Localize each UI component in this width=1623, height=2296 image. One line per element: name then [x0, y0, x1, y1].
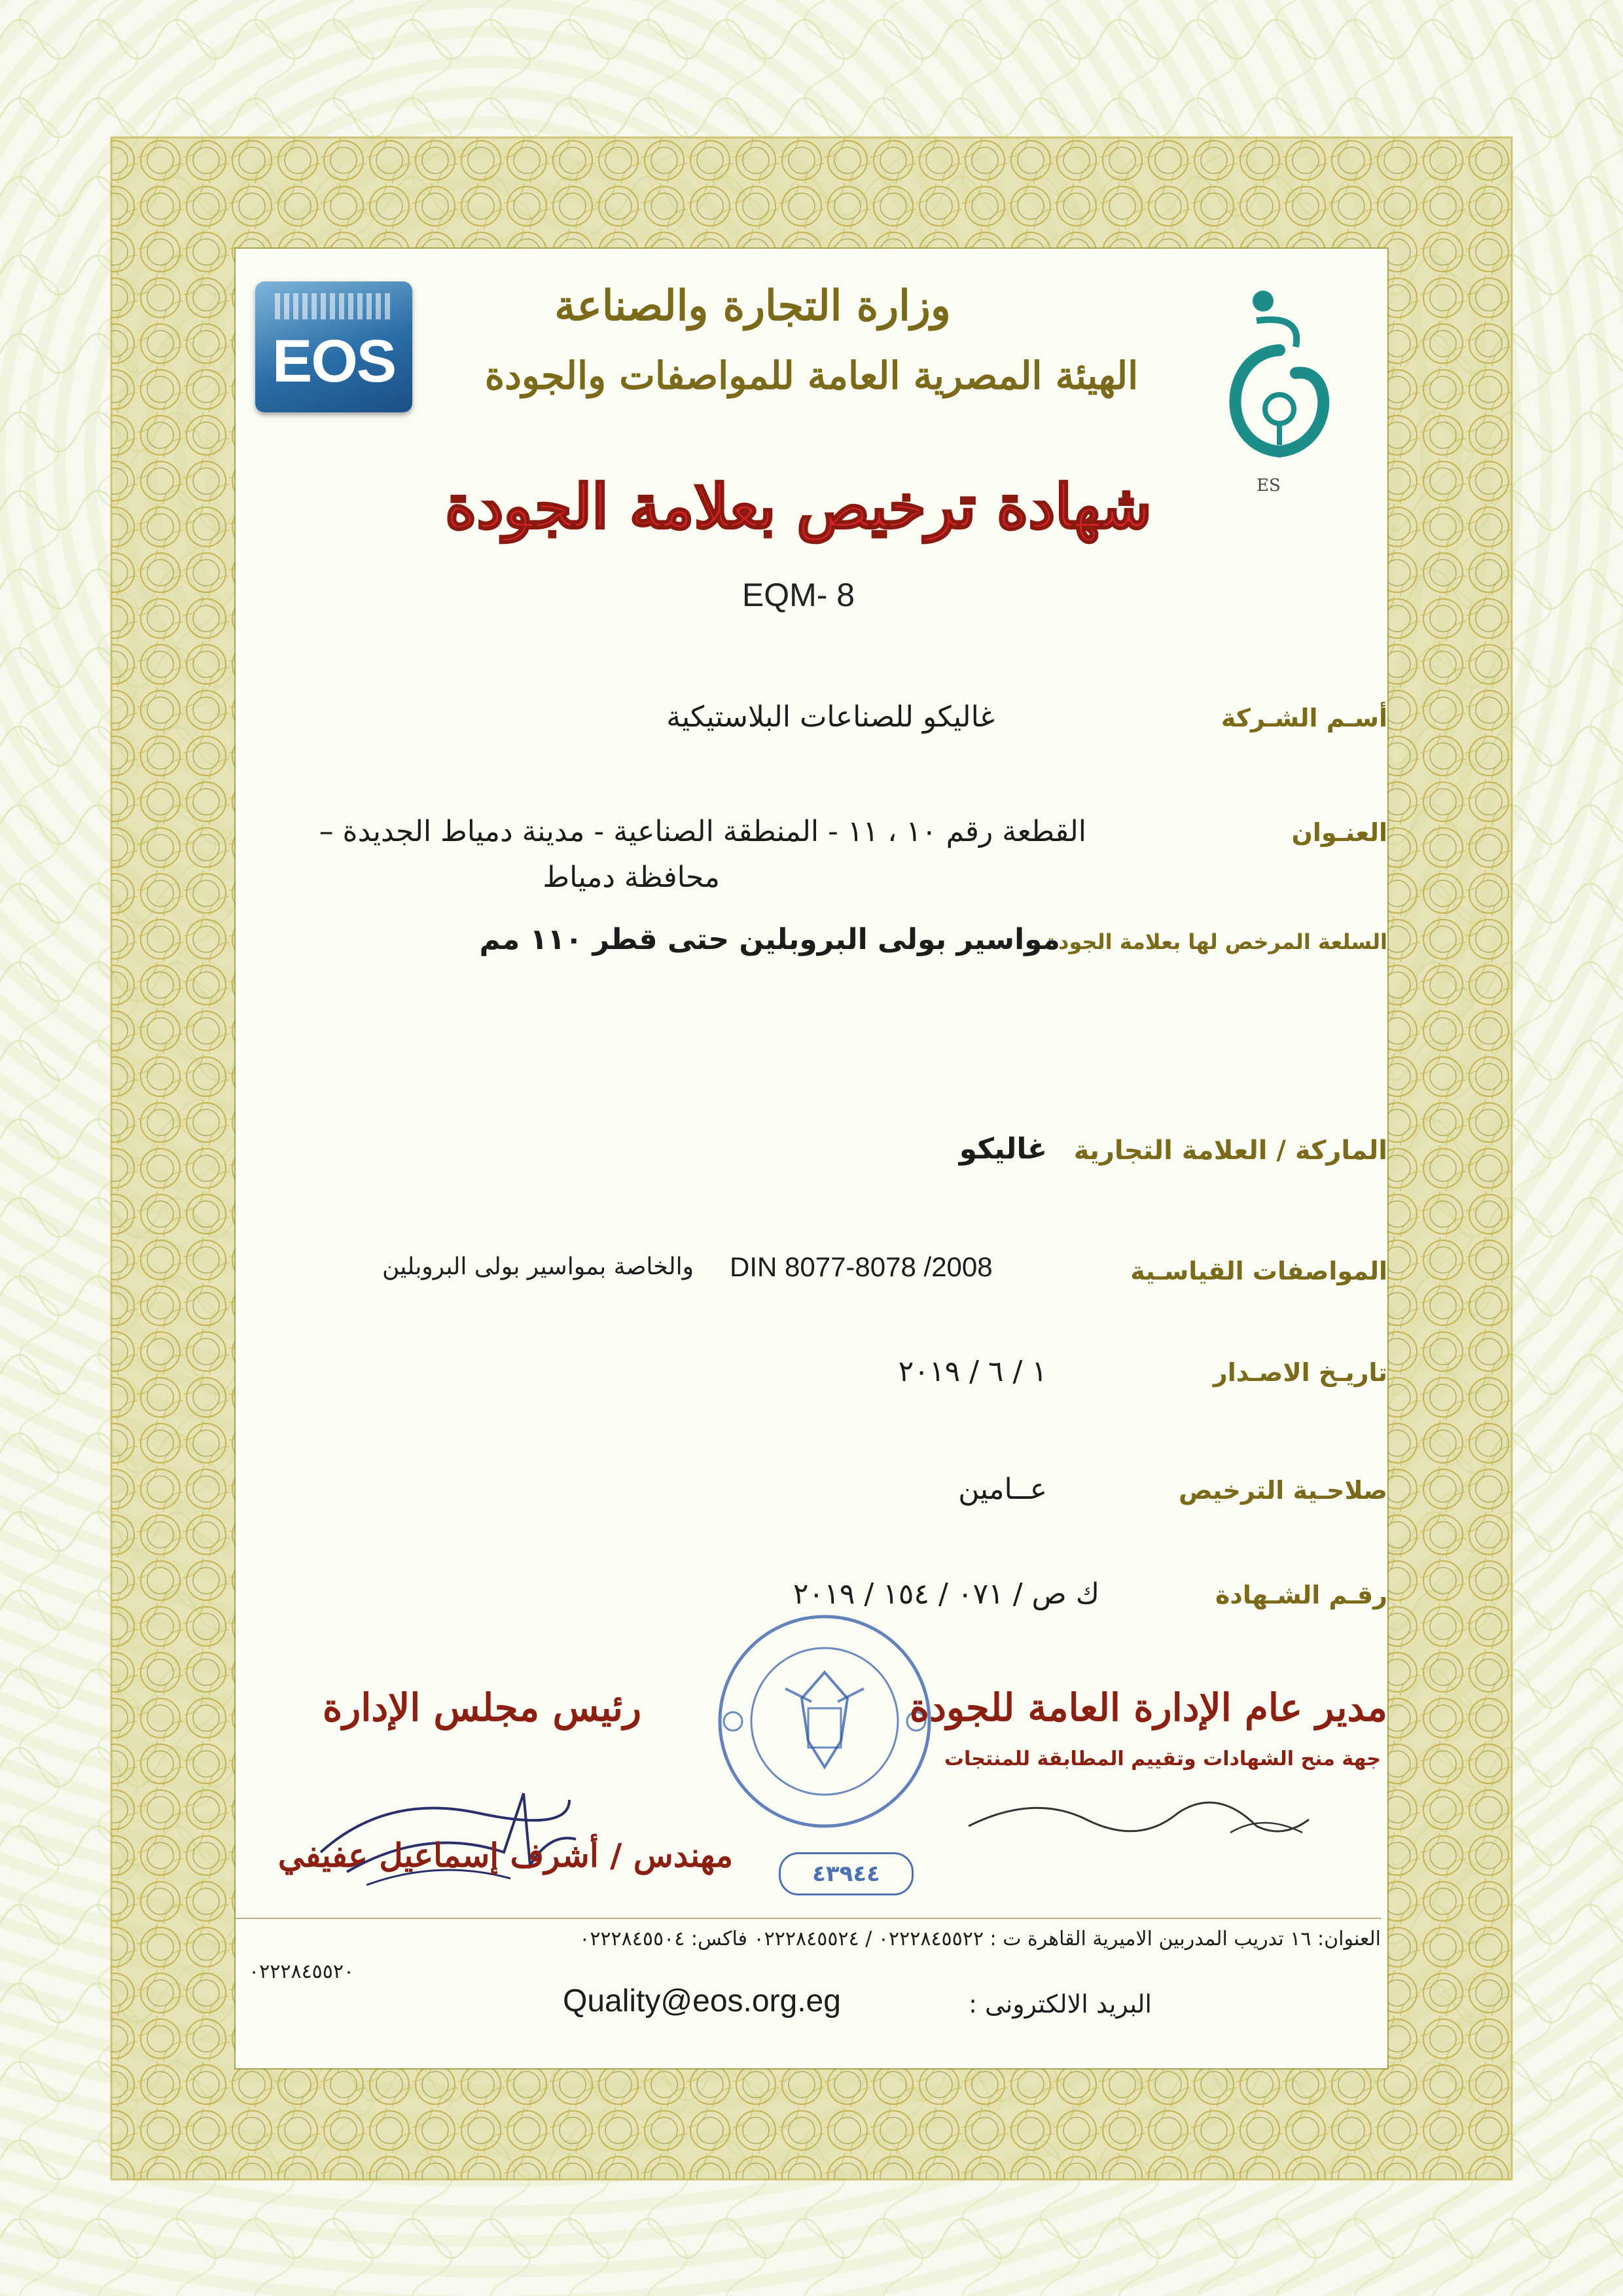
quality-director-signature	[955, 1767, 1322, 1865]
chairman-signature	[308, 1754, 582, 1898]
es-logo-icon	[1217, 275, 1342, 517]
eos-logo-text: EOS	[272, 328, 396, 395]
stamp-number-badge: ٤٣٩٤٤	[779, 1852, 914, 1895]
address-line-2: محافظة دمياط	[543, 861, 720, 894]
brand-value: غاليكو	[959, 1132, 1047, 1166]
certificate-number-value: ك ص / ٠٧١ / ١٥٤ / ٢٠١٩	[793, 1577, 1099, 1611]
address-line-1: القطعة رقم ١٠ ، ١١ - المنطقة الصناعية - مدينة دمياط الجديدة –	[319, 815, 1086, 848]
validity-value: عــامين	[958, 1473, 1047, 1506]
footer-email: Quality@eos.org.eg	[563, 1984, 841, 2018]
quality-director-title: مدير عام الإدارة العامة للجودة	[909, 1685, 1387, 1730]
company-value: غاليكو للصناعات البلاستيكية	[666, 700, 995, 734]
product-label: السلعة المرخص لها بعلامة الجودة	[1046, 929, 1387, 954]
issue-date-value: ١ / ٦ / ٢٠١٩	[898, 1355, 1047, 1388]
brand-label: الماركة / العلامة التجارية	[1073, 1136, 1387, 1166]
svg-text:ES: ES	[1257, 476, 1281, 495]
certificate-title: شهادة ترخيص بعلامة الجودة	[445, 471, 1152, 542]
footer-email-label: البريد الالكترونى :	[969, 1990, 1152, 2018]
certificate-code: EQM- 8	[741, 577, 855, 613]
quality-director-subtitle: جهة منح الشهادات وتقييم المطابقة للمنتجات	[944, 1748, 1381, 1770]
footer-fax-2: ٠٢٢٢٨٤٥٥٢٠	[249, 1960, 355, 1983]
eos-logo	[255, 281, 412, 412]
product-value: مواسير بولى البروبلين حتى قطر ١١٠ مم	[479, 923, 1060, 956]
footer-divider	[236, 1918, 1381, 1919]
footer-address: العنوان: ١٦ تدريب المدربين الاميرية القاهرة ت : ٠٢٢٢٨٤٥٥٢٢ / ٠٢٢٢٨٤٥٥٢٤ فاكس: ٠٢٢٢٨٤٥٥٠٤	[579, 1928, 1381, 1950]
certificate-number-label: رقـم الشـهادة	[1215, 1581, 1387, 1609]
chairman-name: مهندس / أشرف إسماعيل عفيفي	[277, 1836, 733, 1874]
issue-date-label: تاريـخ الاصـدار	[1213, 1358, 1387, 1387]
authority-name: الهيئة المصرية العامة للمواصفات والجودة	[484, 353, 1139, 398]
standard-value: DIN 8077-8078 /2008	[730, 1251, 993, 1282]
ministry-name: وزارة التجارة والصناعة	[554, 281, 951, 331]
official-stamp	[713, 1610, 936, 1833]
company-label: أسـم الشـركة	[1221, 704, 1387, 732]
chairman-title: رئيس مجلس الإدارة	[322, 1685, 641, 1730]
standard-label: المواصفات القياسـية	[1130, 1257, 1387, 1285]
validity-label: صلاحـية الترخيص	[1179, 1476, 1387, 1505]
standard-note: والخاصة بمواسير بولى البروبلين	[382, 1253, 694, 1280]
address-label: العنـوان	[1291, 818, 1387, 847]
